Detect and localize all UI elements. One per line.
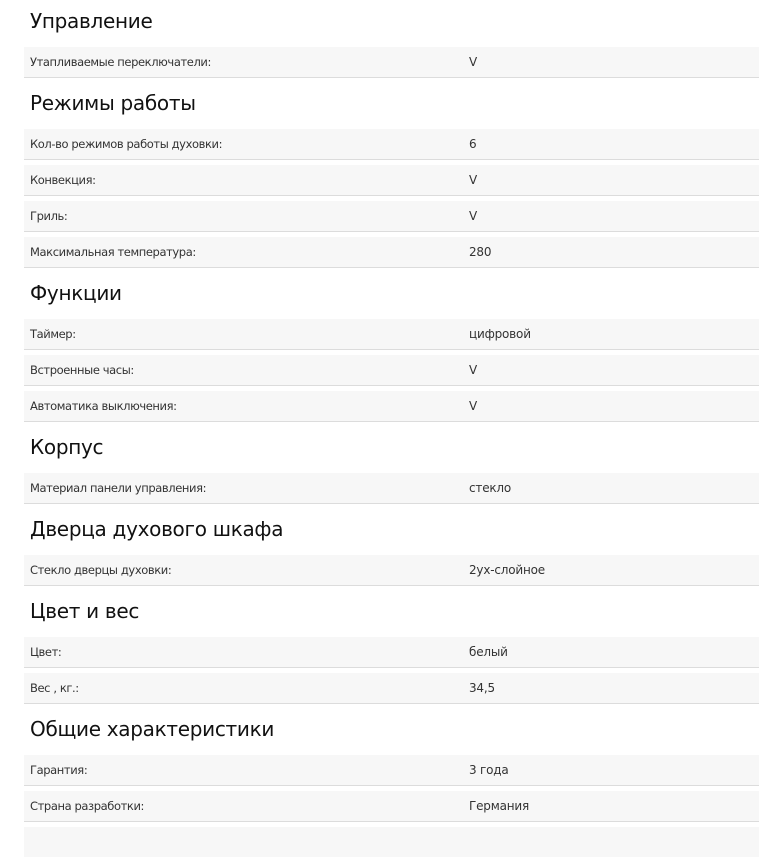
spec-value: цифровой	[469, 327, 531, 341]
spec-row-partial	[24, 827, 759, 857]
specifications-table	[24, 0, 759, 857]
spec-label: Страна разработки:	[30, 799, 145, 813]
spec-row	[24, 673, 759, 704]
section-title: Дверца духового шкафа	[30, 517, 284, 541]
spec-row	[24, 355, 759, 386]
section-title: Управление	[30, 9, 153, 33]
spec-label: Максимальная температура:	[30, 245, 196, 259]
spec-label: Гарантия:	[30, 763, 88, 777]
section-title: Режимы работы	[30, 91, 196, 115]
spec-value: 2ух-слойное	[469, 563, 545, 577]
section-color-weight	[24, 586, 759, 704]
section-general	[24, 704, 759, 822]
spec-value: стекло	[469, 481, 512, 495]
spec-value: V	[469, 55, 478, 69]
spec-label: Утапливаемые переключатели:	[30, 55, 211, 69]
spec-label: Цвет:	[30, 645, 62, 659]
spec-row	[24, 755, 759, 786]
section-title: Цвет и вес	[30, 599, 140, 623]
section-title: Функции	[30, 281, 122, 305]
spec-label: Встроенные часы:	[30, 363, 134, 377]
section-controls	[24, 0, 759, 78]
spec-value: 6	[469, 137, 477, 151]
spec-row	[24, 391, 759, 422]
spec-row	[24, 201, 759, 232]
spec-label: Автоматика выключения:	[30, 399, 177, 413]
spec-value: Германия	[469, 799, 529, 813]
spec-label: Материал панели управления:	[30, 481, 207, 495]
spec-label: Конвекция:	[30, 173, 96, 187]
spec-value: V	[469, 209, 478, 223]
spec-value: 280	[469, 245, 492, 259]
spec-label: Стекло дверцы духовки:	[30, 563, 172, 577]
section-title: Общие характеристики	[30, 717, 275, 741]
spec-value: 34,5	[469, 681, 495, 695]
spec-label: Кол-во режимов работы духовки:	[30, 137, 223, 151]
spec-label: Гриль:	[30, 209, 68, 223]
spec-value: V	[469, 399, 478, 413]
section-functions	[24, 268, 759, 422]
spec-label: Вес , кг.:	[30, 681, 79, 695]
spec-row	[24, 47, 759, 78]
spec-value: V	[469, 173, 478, 187]
spec-value: 3 года	[469, 763, 509, 777]
spec-row	[24, 237, 759, 268]
spec-row	[24, 129, 759, 160]
spec-label: Таймер:	[30, 327, 76, 341]
section-operating-modes	[24, 78, 759, 268]
section-title: Корпус	[30, 435, 104, 459]
spec-value: V	[469, 363, 478, 377]
section-body	[24, 422, 759, 504]
spec-row	[24, 319, 759, 350]
spec-row	[24, 791, 759, 822]
spec-row	[24, 637, 759, 668]
spec-value: белый	[469, 645, 508, 659]
section-oven-door	[24, 504, 759, 586]
spec-row	[24, 473, 759, 504]
spec-row	[24, 165, 759, 196]
spec-row	[24, 555, 759, 586]
